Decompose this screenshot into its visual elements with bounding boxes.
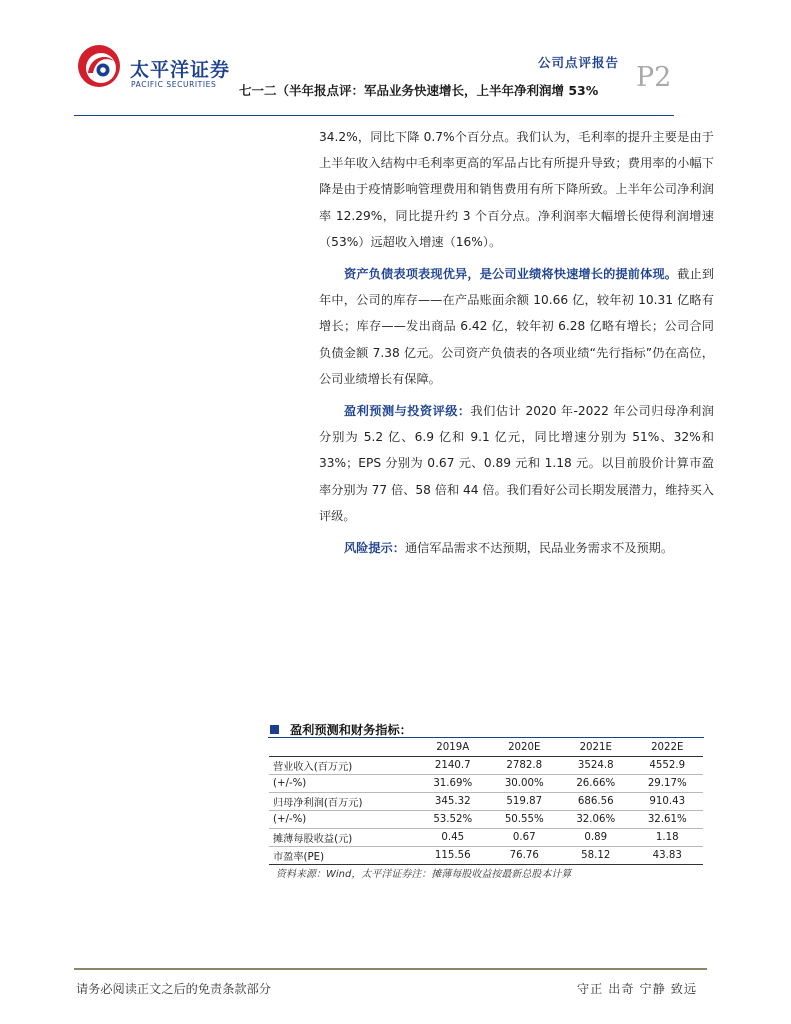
table-header-row: [269, 739, 703, 757]
table-row: [269, 811, 703, 829]
table-cell: 0.45: [417, 829, 489, 847]
table-cell: 32.61%: [632, 811, 704, 829]
table-row: [269, 793, 703, 811]
table-title-rule: [268, 737, 704, 738]
header-cell-2019a: 2019A: [417, 739, 489, 757]
table-cell: 0.89: [560, 829, 632, 847]
balance-sheet-text: 截止到年中，公司的库存——在产品账面余额 10.66 亿，较年初 10.31 亿略有增长；库存——发出商品 6.42 亿，较年初 6.28 亿略有增长；公司合同负债金额 7.38 亿元。公司资产负债表的各项业绩“先行指标”仍在高位，公司业绩增长有保障。: [319, 267, 715, 386]
table-cell: 58.12: [560, 847, 632, 865]
row-label: 营业收入(百万元): [269, 757, 417, 775]
table-cell: 26.66%: [560, 775, 632, 793]
row-label: (+/-%): [269, 775, 417, 793]
balance-sheet-highlight: 资产负债表项表现优异，是公司业绩将快速增长的提前体现。: [344, 267, 678, 282]
logo-wordmark-en: PACIFIC SECURITIES: [131, 80, 217, 89]
table-cell: 32.06%: [560, 811, 632, 829]
table-row: [269, 829, 703, 847]
table-cell: 519.87: [489, 793, 561, 811]
table-source-note: 资料来源：Wind，太平洋证券注：摊薄每股收益按最新总股本计算: [276, 869, 572, 880]
table-cell: 1.18: [632, 829, 704, 847]
header-divider: [74, 115, 674, 116]
risk-text: 通信军品需求不达预期，民品业务需求不及预期。: [404, 541, 674, 556]
table-row: [269, 775, 703, 793]
header-cell-2021e: 2021E: [560, 739, 632, 757]
paragraph-balance-sheet: [319, 261, 714, 392]
footer-disclaimer: 请务必阅读正文之后的免责条款部分: [76, 982, 271, 996]
table-row: [269, 847, 703, 865]
table-cell: 115.56: [417, 847, 489, 865]
title-square-icon: [270, 725, 279, 734]
report-title: 七一二（半年报点评：军品业务快速增长，上半年净利润增 53%: [239, 83, 599, 98]
page-number: P2: [636, 62, 672, 93]
row-label: (+/-%): [269, 811, 417, 829]
table-cell: 76.76: [489, 847, 561, 865]
table-cell: 53.52%: [417, 811, 489, 829]
table-cell: 2782.8: [489, 757, 561, 775]
paragraph-forecast: [319, 398, 714, 529]
table-cell: 4552.9: [632, 757, 704, 775]
table-cell: 2140.7: [417, 757, 489, 775]
table-cell: 30.00%: [489, 775, 561, 793]
financial-forecast-table: [269, 739, 703, 865]
report-type-label: 公司点评报告: [538, 55, 620, 70]
logo-wordmark-cn: 太平洋证券: [130, 59, 231, 81]
paragraph-risk: [319, 535, 714, 561]
row-label: 归母净利润(百万元): [269, 793, 417, 811]
footer-divider: [74, 968, 707, 970]
table-cell: 29.17%: [632, 775, 704, 793]
table-cell: 3524.8: [560, 757, 632, 775]
forecast-text: 我们估计 2020 年-2022 年公司归母净利润分别为 5.2 亿、6.9 亿和 9.1 亿元，同比增速分别为 51%、32%和 33%；EPS 分别为 0.67 元、0.89 元和 1.18 元。以目前股价计算市盈率分别为 77 倍、58 倍和 44 倍。我们看好公司长期发展潜力，维持买入评级。: [319, 404, 714, 523]
row-label: 摊薄每股收益(元): [269, 829, 417, 847]
paragraph-margin-analysis: 34.2%，同比下降 0.7%个百分点。我们认为，毛利率的提升主要是由于上半年收入结构中毛利率更高的军品占比有所提升导致；费用率的小幅下降是由于疫情影响管理费用和销售费用有所下降所致。上半年公司净利润率 12.29%，同比提升约 3 个百分点。净利润率大幅增长使得利润增速（53%）远超收入增速（16%）。: [319, 130, 714, 249]
footer-motto: 守正 出奇 宁静 致远: [577, 982, 698, 996]
header-cell-blank: [269, 739, 417, 757]
table-cell: 31.69%: [417, 775, 489, 793]
table-cell: 686.56: [560, 793, 632, 811]
table-row: [269, 757, 703, 775]
table-cell: 50.55%: [489, 811, 561, 829]
table-cell: 345.32: [417, 793, 489, 811]
table-title: [270, 721, 412, 738]
row-label: 市盈率(PE): [269, 847, 417, 865]
report-body: [319, 124, 714, 561]
pacific-securities-logo-icon: [76, 43, 122, 89]
header-cell-2020e: 2020E: [489, 739, 561, 757]
table-cell: 43.83: [632, 847, 704, 865]
risk-highlight: 风险提示：: [344, 541, 405, 556]
header-cell-2022e: 2022E: [632, 739, 704, 757]
table-cell: 0.67: [489, 829, 561, 847]
table-cell: 910.43: [632, 793, 704, 811]
forecast-highlight: 盈利预测与投资评级：: [344, 404, 471, 419]
table-title-text: 盈利预测和财务指标：: [290, 723, 412, 737]
